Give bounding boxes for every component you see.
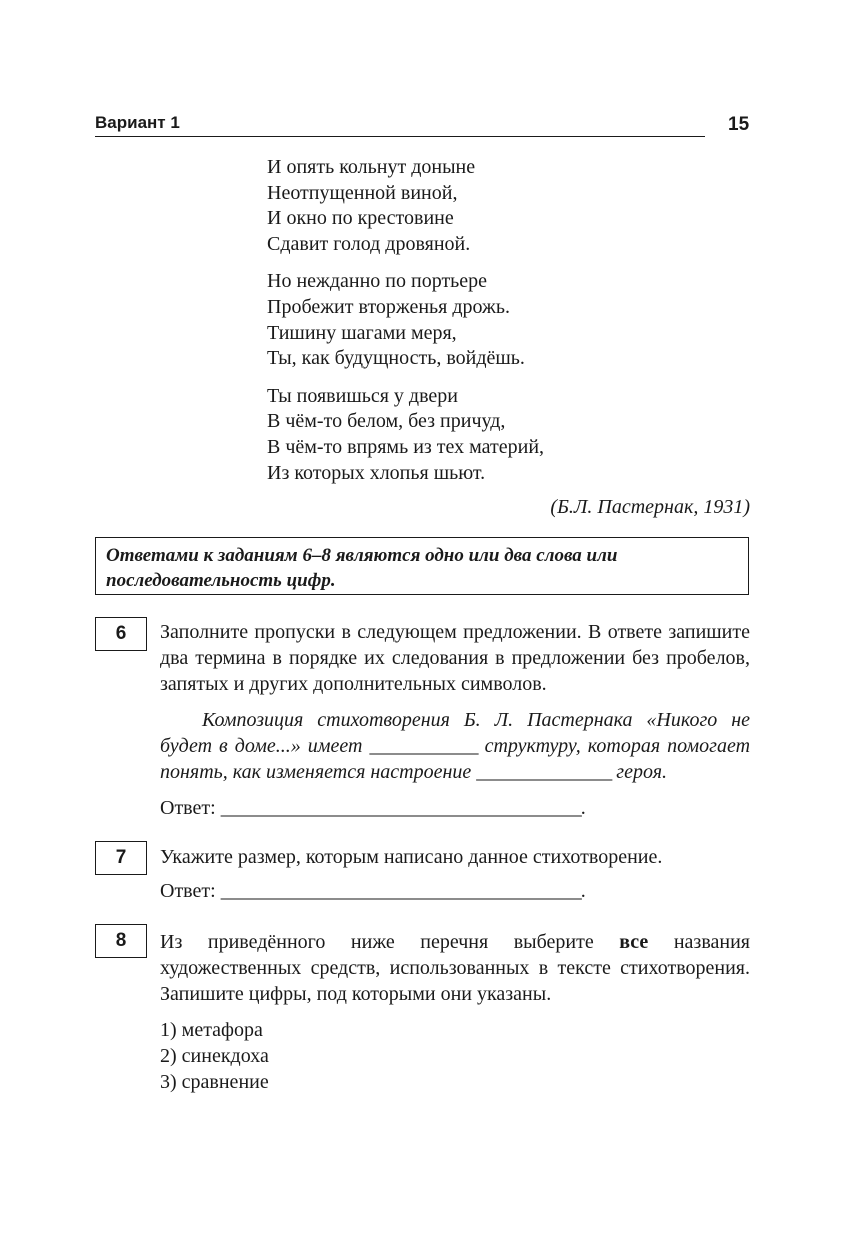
- task-6-answer: [160, 795, 750, 821]
- poem-line: Сдавит голод дровяной.: [267, 232, 471, 255]
- sample-part: героя.: [616, 761, 668, 783]
- poem-line: Ты, как будущность, войдёшь.: [267, 347, 525, 370]
- task-8: [160, 929, 750, 1095]
- task-8-text-start: Из приведённого ниже перечня выберите: [160, 931, 594, 953]
- task-7: [160, 844, 750, 904]
- poem-line: В чём-то впрямь из тех материй,: [267, 435, 545, 458]
- poem: [267, 155, 544, 498]
- answer-line: ________________________________________.: [220, 880, 585, 902]
- poem-line: Но нежданно по портьере: [267, 270, 488, 293]
- answer-format-note: Ответами к заданиям 6–8 являются одно или два слова или последовательность цифр.: [95, 537, 749, 595]
- task-8-options: [160, 1017, 750, 1095]
- task-8-emphasis: все: [619, 931, 649, 953]
- task-8-text: [160, 929, 750, 1007]
- fill-blank-2: _______________: [476, 761, 612, 783]
- task-7-text: Укажите размер, которым написано данное стихотворение.: [160, 846, 663, 868]
- answer-label: Ответ:: [160, 797, 216, 819]
- poem-line: Пробежит вторженья дрожь.: [267, 295, 510, 318]
- task-7-answer: [160, 878, 750, 904]
- stanza-1: [267, 155, 544, 257]
- page-number: 15: [728, 114, 750, 135]
- option-item: 2) синекдоха: [160, 1045, 269, 1067]
- task-number-7: 7: [95, 841, 147, 875]
- option-item: 1) метафора: [160, 1019, 263, 1041]
- poem-line: Ты появишься у двери: [267, 384, 459, 407]
- poem-line: Неотпущенной виной,: [267, 181, 458, 204]
- stanza-3: [267, 384, 544, 486]
- poem-line: И опять кольнут доныне: [267, 156, 476, 178]
- variant-title: Вариант 1: [95, 113, 180, 132]
- task-6: [160, 619, 750, 821]
- task-number-8: 8: [95, 924, 147, 958]
- fill-blank-1: ____________: [369, 735, 478, 757]
- answer-label: Ответ:: [160, 880, 216, 902]
- poem-attribution: (Б.Л. Пастернак, 1931): [550, 496, 750, 518]
- task-8-text-end: названия художественных средств, использованных в тексте стихотворения. Запишите цифры, под которыми они указаны.: [160, 931, 750, 1005]
- poem-line: И окно по крестовине: [267, 207, 454, 230]
- option-item: 3) сравнение: [160, 1071, 269, 1093]
- poem-line: В чём-то белом, без причуд,: [267, 410, 506, 433]
- sample-part: Композиция стихотворения Б. Л. Пастернака «Никого не будет в доме...» имеет: [160, 709, 750, 757]
- stanza-2: [267, 269, 544, 371]
- poem-line: Тишину шагами меря,: [267, 321, 457, 344]
- task-number-6: 6: [95, 617, 147, 651]
- answer-line: ________________________________________.: [220, 797, 585, 819]
- task-6-sample-sentence: [160, 707, 750, 785]
- header-divider: [95, 136, 705, 137]
- poem-line: Из которых хлопья шьют.: [267, 461, 486, 484]
- sample-part: структуру, которая помогает понять, как изменяется настроение: [160, 735, 751, 783]
- task-6-text: Заполните пропуски в следующем предложении. В ответе запишите два термина в порядке их следования в предложении без пробелов, запятых и других дополнительных символов.: [160, 621, 750, 695]
